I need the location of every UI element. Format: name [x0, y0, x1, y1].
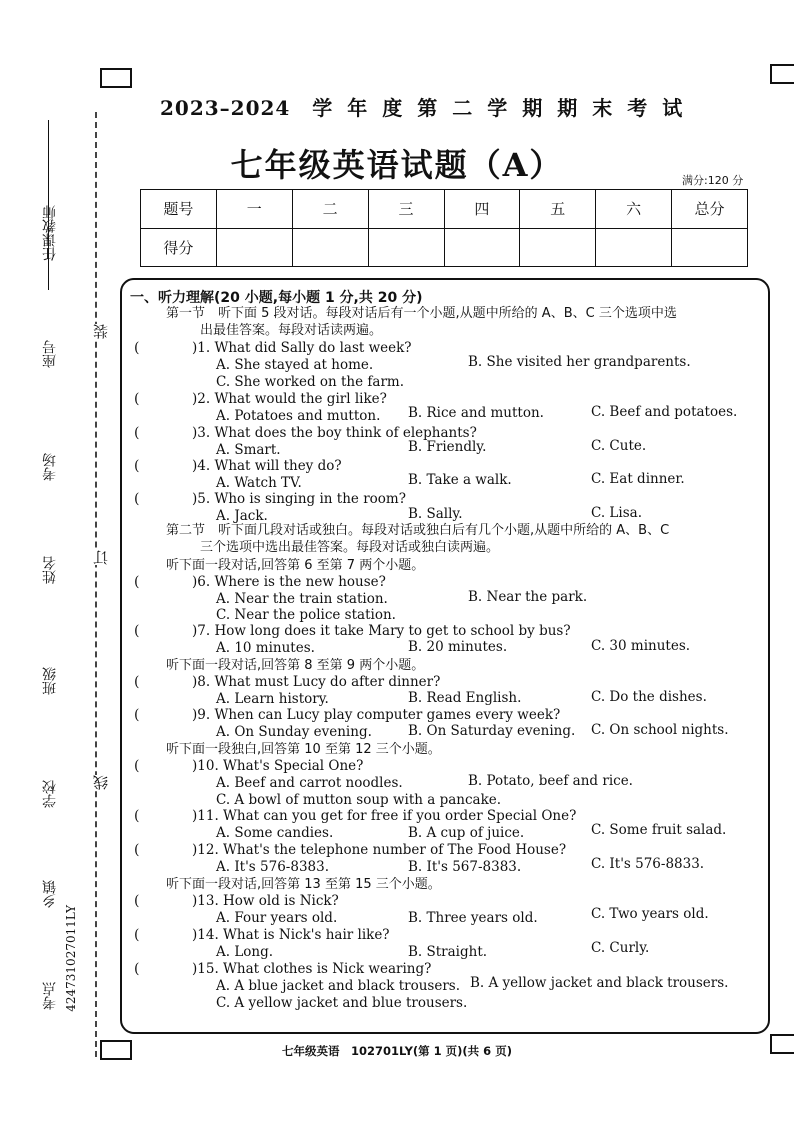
score-cell: 题号: [141, 190, 217, 229]
group-instruction: 听下面一段对话,回答第 6 至第 7 两个小题。: [166, 558, 425, 573]
side-label-name: 姓名: [42, 556, 58, 584]
part2-instruction-2: 三个选项中选出最佳答案。每段对话或独白读两遍。: [200, 540, 500, 555]
answer-paren[interactable]: (: [134, 458, 140, 474]
question-stem: )4. What will they do?: [192, 458, 342, 474]
group-instruction: 听下面一段独白,回答第 10 至第 12 三个小题。: [166, 742, 441, 757]
part2-instruction-1: 第二节 听下面几段对话或独白。每段对话或独白后有几个小题,从题中所给的 A、B、C: [166, 523, 670, 538]
page-footer: 七年级英语 102701LY(第 1 页)(共 6 页): [282, 1044, 512, 1058]
binding-mark-zhuang: 装: [92, 324, 110, 339]
score-cell: 得分: [141, 228, 217, 267]
option-c: C. She worked on the farm.: [216, 374, 404, 390]
option-a: A. 10 minutes.: [216, 640, 315, 656]
option-b: B. Potato, beef and rice.: [468, 773, 633, 789]
side-label-exam-site: 考点: [42, 982, 58, 1010]
option-c: C. A yellow jacket and blue trousers.: [216, 995, 468, 1011]
question-stem: )8. What must Lucy do after dinner?: [192, 674, 441, 690]
page-title: 七年级英语试题（A）: [230, 146, 564, 184]
score-cell: 四: [444, 190, 520, 229]
option-c: C. Eat dinner.: [591, 471, 685, 487]
option-c: C. On school nights.: [591, 722, 729, 738]
score-input-cell[interactable]: [368, 228, 444, 267]
option-b: B. On Saturday evening.: [408, 723, 576, 739]
question-stem: )2. What would the girl like?: [192, 391, 387, 407]
group-instruction: 听下面一段对话,回答第 13 至第 15 三个小题。: [166, 877, 441, 892]
option-b: B. A cup of juice.: [408, 825, 525, 841]
side-label-town: 乡镇: [42, 880, 58, 908]
question-stem: )6. Where is the new house?: [192, 574, 386, 590]
answer-paren[interactable]: (: [134, 927, 140, 943]
option-b: B. She visited her grandparents.: [468, 354, 691, 370]
score-cell: 五: [520, 190, 596, 229]
side-code: 424731027011LY: [64, 905, 78, 1012]
exam-year: 2023–2024: [160, 96, 291, 120]
option-a: A. Potatoes and mutton.: [216, 408, 381, 424]
option-a: A. Smart.: [216, 442, 281, 458]
option-c: C. Beef and potatoes.: [591, 404, 738, 420]
question-stem: )1. What did Sally do last week?: [192, 340, 412, 356]
section-heading: 一、听力理解(20 小题,每小题 1 分,共 20 分): [130, 290, 423, 306]
part1-instruction-2: 出最佳答案。每段对话读两遍。: [200, 323, 383, 338]
question-stem: )10. What's Special One?: [192, 758, 364, 774]
option-a: A. Long.: [216, 944, 274, 960]
option-b: B. Sally.: [408, 506, 463, 522]
total-score: 满分:120 分: [682, 174, 744, 187]
option-c: C. Some fruit salad.: [591, 822, 727, 838]
option-c: C. Near the police station.: [216, 607, 396, 623]
exam-term: 学年度第二学期期末考试: [312, 96, 698, 120]
binding-dashed-line: [95, 112, 97, 1057]
score-table-score-row: [141, 228, 748, 267]
score-cell: 六: [596, 190, 672, 229]
answer-paren[interactable]: (: [134, 574, 140, 590]
answer-paren[interactable]: (: [134, 491, 140, 507]
score-input-cell[interactable]: [444, 228, 520, 267]
answer-paren[interactable]: (: [134, 961, 140, 977]
binding-mark-xian: 线: [92, 775, 110, 790]
binding-mark-ding: 订: [92, 550, 110, 565]
answer-paren[interactable]: (: [134, 707, 140, 723]
option-a: A. A blue jacket and black trousers.: [216, 978, 460, 994]
option-c: C. Curly.: [591, 940, 650, 956]
score-input-cell[interactable]: [672, 228, 748, 267]
option-c: C. Lisa.: [591, 505, 642, 521]
corner-mark-top-left: [100, 68, 132, 88]
option-a: A. Near the train station.: [216, 591, 388, 607]
option-b: B. Three years old.: [408, 910, 538, 926]
score-input-cell[interactable]: [292, 228, 368, 267]
option-b: B. A yellow jacket and black trousers.: [470, 975, 729, 991]
option-b: B. Straight.: [408, 944, 488, 960]
side-label-class: 班级: [42, 667, 58, 695]
option-c: C. It's 576-8833.: [591, 856, 705, 872]
option-b: B. Take a walk.: [408, 472, 512, 488]
exam-term-line: [160, 92, 697, 121]
group-instruction: 听下面一段对话,回答第 8 至第 9 两个小题。: [166, 658, 425, 673]
answer-paren[interactable]: (: [134, 674, 140, 690]
score-input-cell[interactable]: [520, 228, 596, 267]
question-stem: )7. How long does it take Mary to get to school by bus?: [192, 623, 571, 639]
option-a: A. Jack.: [216, 508, 268, 524]
question-stem: )12. What's the telephone number of The Food House?: [192, 842, 567, 858]
question-stem: )11. What can you get for free if you order Special One?: [192, 808, 577, 824]
question-stem: )15. What clothes is Nick wearing?: [192, 961, 432, 977]
score-input-cell[interactable]: [216, 228, 292, 267]
option-a: A. It's 576-8383.: [216, 859, 329, 875]
option-c: C. Two years old.: [591, 906, 709, 922]
side-label-room: 考场: [42, 453, 58, 481]
option-b: B. Read English.: [408, 690, 522, 706]
answer-paren[interactable]: (: [134, 391, 140, 407]
score-table: [140, 189, 748, 267]
question-stem: )5. Who is singing in the room?: [192, 491, 406, 507]
score-cell: 总分: [672, 190, 748, 229]
answer-paren[interactable]: (: [134, 623, 140, 639]
option-c: C. Do the dishes.: [591, 689, 707, 705]
side-label-seat: 座号: [42, 340, 58, 368]
option-b: B. Rice and mutton.: [408, 405, 544, 421]
part1-instruction-1: 第一节 听下面 5 段对话。每段对话后有一个小题,从题中所给的 A、B、C 三个选项中选: [166, 306, 677, 321]
score-cell: 三: [368, 190, 444, 229]
score-cell: 二: [292, 190, 368, 229]
answer-paren[interactable]: (: [134, 842, 140, 858]
answer-paren[interactable]: (: [134, 425, 140, 441]
score-table-header-row: [141, 190, 748, 229]
side-label-school: 学校: [42, 780, 58, 808]
question-stem: )9. When can Lucy play computer games every week?: [192, 707, 561, 723]
option-b: B. 20 minutes.: [408, 639, 508, 655]
option-b: B. Near the park.: [468, 589, 588, 605]
option-a: A. Beef and carrot noodles.: [216, 775, 403, 791]
answer-paren[interactable]: (: [134, 758, 140, 774]
answer-paren[interactable]: (: [134, 808, 140, 824]
option-a: A. Watch TV.: [216, 475, 302, 491]
option-a: A. Learn history.: [216, 691, 329, 707]
question-stem: )3. What does the boy think of elephants?: [192, 425, 477, 441]
corner-mark-top-right: [770, 64, 794, 84]
option-c: C. Cute.: [591, 438, 647, 454]
option-a: A. Four years old.: [216, 910, 338, 926]
score-cell: 一: [216, 190, 292, 229]
question-stem: )14. What is Nick's hair like?: [192, 927, 390, 943]
option-b: B. It's 567-8383.: [408, 859, 522, 875]
option-a: A. On Sunday evening.: [216, 724, 372, 740]
side-label-teacher: 任课教师: [42, 205, 58, 261]
answer-paren[interactable]: (: [134, 893, 140, 909]
option-c: C. 30 minutes.: [591, 638, 691, 654]
option-a: A. She stayed at home.: [216, 357, 374, 373]
option-b: B. Friendly.: [408, 439, 487, 455]
option-c: C. A bowl of mutton soup with a pancake.: [216, 792, 502, 808]
option-a: A. Some candies.: [216, 825, 334, 841]
answer-paren[interactable]: (: [134, 340, 140, 356]
question-stem: )13. How old is Nick?: [192, 893, 339, 909]
score-input-cell[interactable]: [596, 228, 672, 267]
